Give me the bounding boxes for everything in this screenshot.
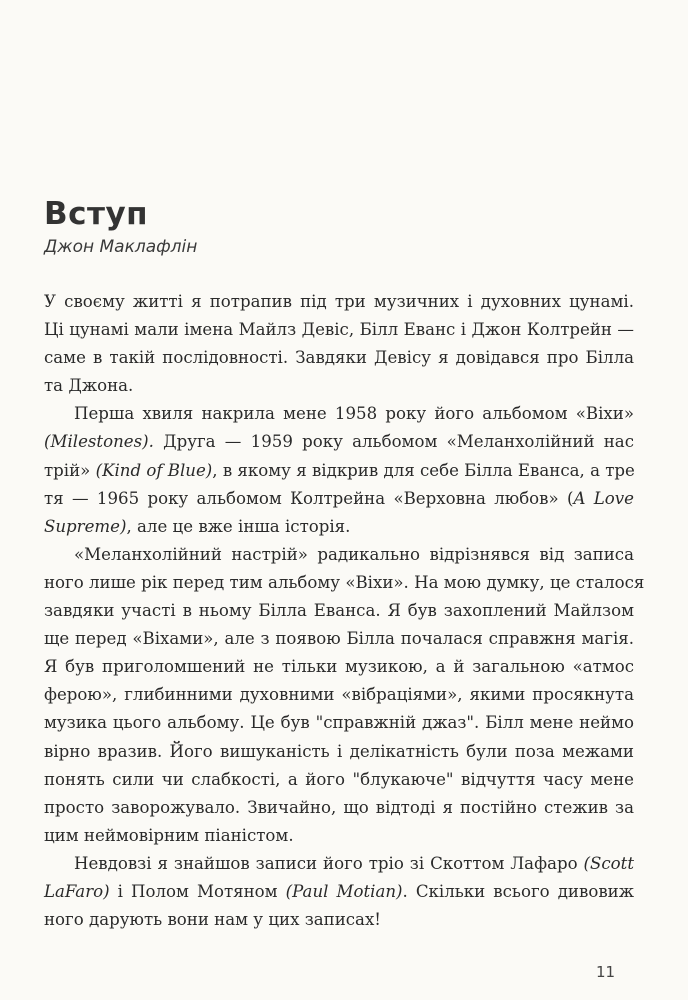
italic-segment: (Milestones). (44, 432, 154, 452)
chapter-title: Вступ (44, 196, 149, 232)
text-segment: цим неймовірним піаністом. (44, 825, 294, 845)
text-segment: ферою», глибинними духовними «вібраціями», якими просякнута (44, 685, 634, 705)
italic-segment: (Kind of Blue) (95, 460, 213, 480)
paragraph (44, 541, 645, 850)
text-line (44, 428, 634, 456)
text-line (44, 850, 634, 878)
text-segment: просто заворожувало. Звичайно, що відтоді я постійно стежив за (44, 797, 634, 817)
text-segment: Невдовзі я знайшов записи його тріо зі Скоттом Лафаро (74, 853, 584, 873)
text-line (44, 625, 634, 653)
text-line (44, 485, 634, 513)
italic-segment: Supreme) (44, 516, 127, 536)
text-segment: «Меланхолійний настрій» радикально відрізнявся від записа (74, 544, 634, 564)
text-line (44, 288, 634, 316)
text-segment: і Полом Мотяном (109, 881, 286, 901)
text-line (44, 316, 634, 344)
paragraph (44, 850, 634, 934)
text-line (44, 344, 634, 372)
text-segment: понять сили чи слабкості, а його "блукаюче" відчуття часу мене (44, 769, 634, 789)
text-segment: Друга — 1959 року альбомом «Меланхолійний нас (153, 432, 634, 452)
text-segment: ного лише рік перед тим альбому «Віхи». На мою думку, це сталося (44, 572, 645, 592)
text-segment: трій» (44, 460, 96, 480)
text-segment: саме в такій послідовності. Завдяки Девісу я довідався про Білла (44, 348, 634, 368)
text-line (44, 822, 634, 850)
italic-segment: (Scott (583, 853, 634, 873)
text-segment: Ці цунамі мали імена Майлз Девіс, Білл Еванс і Джон Колтрейн — (44, 320, 634, 340)
text-line (44, 709, 634, 737)
chapter-author: Джон Маклафлін (44, 237, 198, 257)
text-segment: , в якому я відкрив для себе Білла Еванса, а тре (212, 460, 635, 480)
text-segment: тя — 1965 року альбомом Колтрейна «Верховна любов» ( (44, 488, 574, 508)
text-segment: вірно вразив. Його вишуканість і делікатність були поза межами (44, 741, 634, 761)
italic-segment: A Love (573, 488, 634, 508)
italic-segment: (Paul Motian) (285, 881, 403, 901)
text-line (44, 681, 634, 709)
text-segment: Перша хвиля накрила мене 1958 року його альбомом «Віхи» (74, 404, 634, 424)
text-line (44, 513, 634, 541)
page-number: 11 (596, 963, 616, 981)
text-segment: завдяки участі в ньому Білла Еванса. Я був захоплений Майлзом (44, 601, 634, 621)
text-line (44, 653, 634, 681)
text-segment: У своєму житті я потрапив під три музичних і духовних цунамі. (44, 292, 634, 311)
text-segment: та Джона. (44, 376, 134, 396)
text-segment: Я був приголомшений не тільки музикою, а й загальною «атмос (44, 657, 634, 677)
paragraph (44, 288, 634, 400)
text-segment: , але це вже інша історія. (126, 516, 351, 536)
text-segment: ще перед «Віхами», але з появою Білла почалася справжня магія. (44, 629, 634, 649)
text-line (44, 906, 634, 934)
text-line (44, 597, 634, 625)
text-line (44, 878, 634, 906)
text-line (44, 457, 634, 485)
text-line (44, 766, 634, 794)
text-line (44, 794, 634, 822)
chapter-body (44, 288, 645, 934)
text-segment: ного дарують вони нам у цих записах! (44, 910, 381, 930)
text-line (44, 569, 645, 597)
text-line (44, 400, 634, 428)
text-line (44, 541, 634, 569)
italic-segment: LaFaro) (44, 881, 110, 901)
text-line (44, 738, 634, 766)
text-segment: музика цього альбому. Це був "справжній джаз". Білл мене неймо (44, 713, 634, 733)
text-segment: . Скільки всього дивовиж (402, 881, 634, 901)
text-line (44, 372, 634, 400)
paragraph (44, 400, 634, 540)
